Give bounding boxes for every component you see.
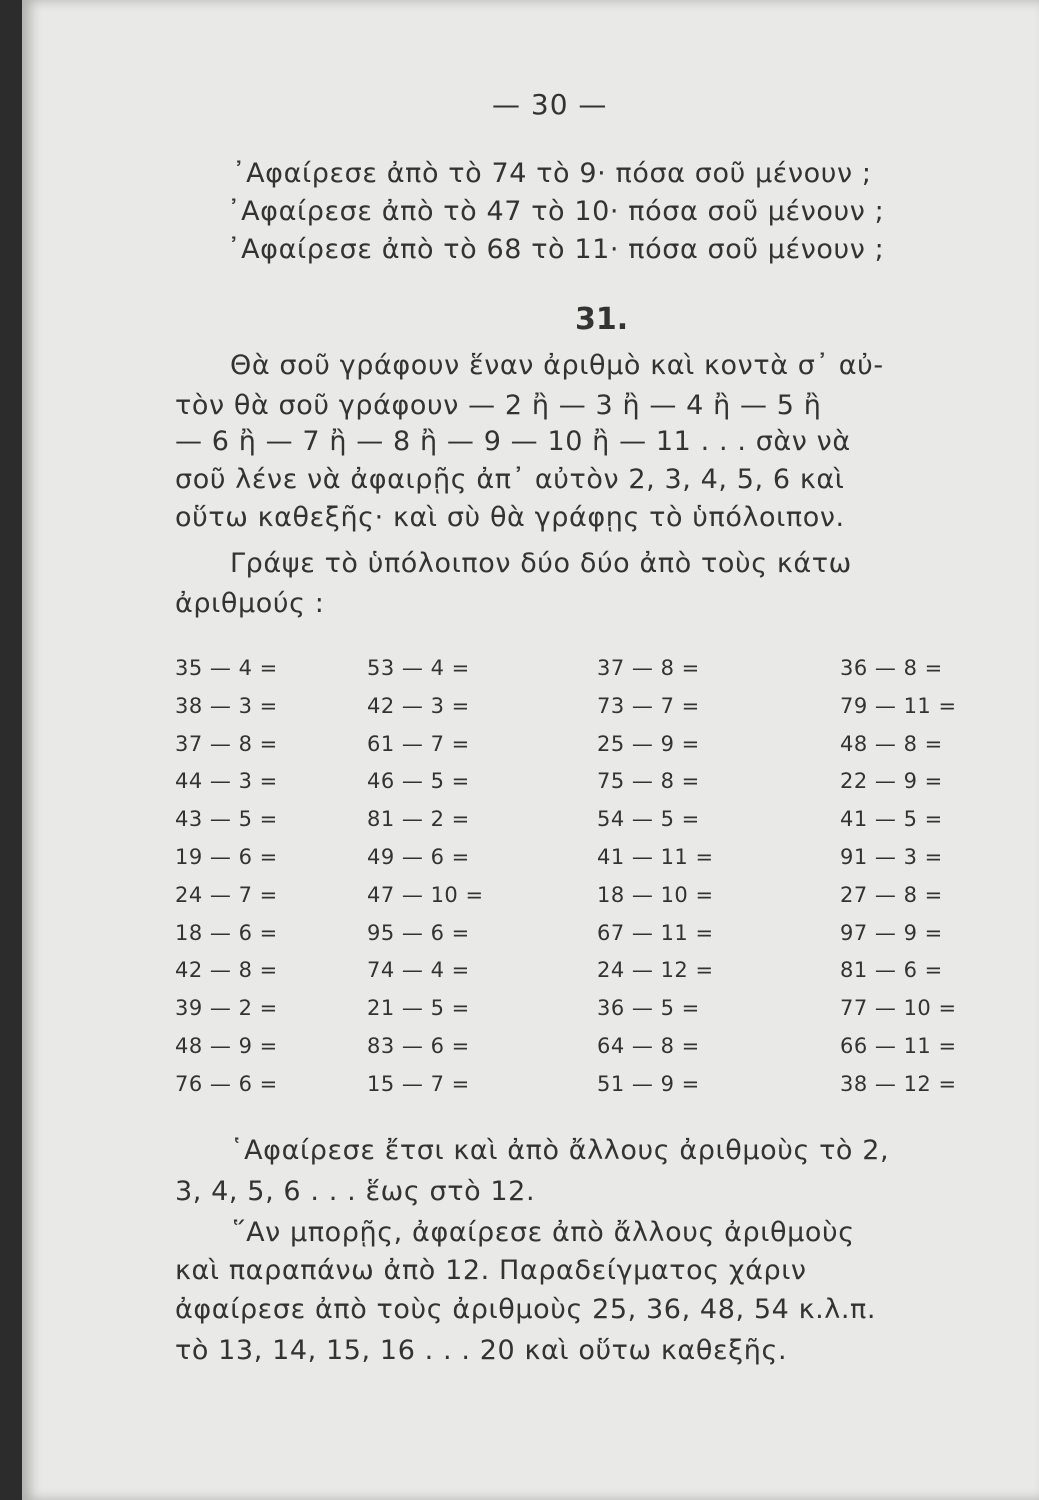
exercise-item: 75 — 8 = xyxy=(597,769,700,794)
exercise-item: 77 — 10 = xyxy=(840,996,957,1021)
closing-line: 3, 4, 5, 6 . . . ἕως στὸ 12. xyxy=(175,1176,536,1207)
exercise-item: 48 — 9 = xyxy=(175,1034,278,1058)
exercise-item: 41 — 5 = xyxy=(840,807,943,832)
section-number: 31. xyxy=(575,302,629,337)
exercise-item: 91 — 3 = xyxy=(840,845,943,869)
closing-line: ῾Αφαίρεσε ἔτσι καὶ ἀπὸ ἄλλους ἀριθμοὺς τὸ 2, xyxy=(230,1135,890,1166)
instruction-line: σοῦ λένε νὰ ἀφαιρῇς ἀπ᾿ αὐτὸν 2, 3, 4, 5, 6 καὶ xyxy=(175,464,845,495)
exercise-item: 49 — 6 = xyxy=(367,845,470,869)
exercise-item: 61 — 7 = xyxy=(367,731,470,756)
exercise-item: 44 — 3 = xyxy=(175,769,278,794)
exercise-item: 21 — 5 = xyxy=(367,996,470,1021)
exercise-item: 38 — 12 = xyxy=(840,1071,957,1096)
book-page xyxy=(22,0,1039,1500)
exercise-item: 76 — 6 = xyxy=(175,1071,278,1096)
exercise-item: 24 — 12 = xyxy=(597,958,714,983)
exercise-item: 39 — 2 = xyxy=(175,996,278,1021)
exercise-item: 37 — 8 = xyxy=(597,656,700,680)
exercise-item: 18 — 10 = xyxy=(597,882,714,907)
exercise-item: 36 — 5 = xyxy=(597,996,700,1021)
closing-line: ῞Αν μπορῇς, ἀφαίρεσε ἀπὸ ἄλλους ἀριθμοὺς xyxy=(232,1217,855,1248)
exercise-item: 81 — 2 = xyxy=(367,807,470,832)
exercise-item: 48 — 8 = xyxy=(840,731,943,756)
exercise-item: 25 — 9 = xyxy=(597,731,700,756)
instruction-line: ἀριθμούς : xyxy=(175,588,325,619)
exercise-item: 46 — 5 = xyxy=(367,769,470,794)
exercise-item: 83 — 6 = xyxy=(367,1034,470,1058)
exercise-item: 73 — 7 = xyxy=(597,693,700,718)
closing-line: καὶ παραπάνω ἀπὸ 12. Παραδείγματος χάριν xyxy=(175,1255,807,1286)
exercise-item: 42 — 3 = xyxy=(367,693,470,718)
exercise-item: 47 — 10 = xyxy=(367,882,484,907)
instruction-line: — 6 ἢ — 7 ἢ — 8 ἢ — 9 — 10 ἢ — 11 . . . σὰν νὰ xyxy=(175,426,851,457)
exercise-item: 24 — 7 = xyxy=(175,882,278,907)
closing-line: ἀφαίρεσε ἀπὸ τοὺς ἀριθμοὺς 25, 36, 48, 54 κ.λ.π. xyxy=(175,1294,877,1325)
exercise-item: 41 — 11 = xyxy=(597,845,714,869)
exercise-item: 67 — 11 = xyxy=(597,920,714,945)
exercise-item: 18 — 6 = xyxy=(175,920,278,945)
exercise-item: 38 — 3 = xyxy=(175,693,278,718)
instruction-line: Θὰ σοῦ γράφουν ἕναν ἀριθμὸ καὶ κοντὰ σ᾿ αὐ- xyxy=(230,350,884,381)
exercise-item: 51 — 9 = xyxy=(597,1071,700,1096)
exercise-item: 22 — 9 = xyxy=(840,769,943,794)
exercise-item: 37 — 8 = xyxy=(175,731,278,756)
exercise-item: 66 — 11 = xyxy=(840,1034,957,1058)
instruction-line: οὕτω καθεξῆς· καὶ σὺ θὰ γράφῃς τὸ ὑπόλοιπον. xyxy=(175,502,845,533)
page-number: — 30 — xyxy=(492,88,608,121)
exercise-item: 81 — 6 = xyxy=(840,958,943,983)
instruction-line: τὸν θὰ σοῦ γράφουν — 2 ἢ — 3 ἢ — 4 ἢ — 5 ἢ xyxy=(175,390,822,421)
exercise-item: 74 — 4 = xyxy=(367,958,470,983)
intro-line: ᾿Αφαίρεσε ἀπὸ τὸ 47 τὸ 10· πόσα σοῦ μένουν ; xyxy=(227,196,885,227)
exercise-item: 64 — 8 = xyxy=(597,1034,700,1058)
intro-line: ᾿Αφαίρεσε ἀπὸ τὸ 68 τὸ 11· πόσα σοῦ μένουν ; xyxy=(227,234,885,265)
exercise-item: 19 — 6 = xyxy=(175,845,278,869)
exercise-item: 95 — 6 = xyxy=(367,920,470,945)
closing-line: τὸ 13, 14, 15, 16 . . . 20 καὶ οὕτω καθεξῆς. xyxy=(175,1335,788,1366)
exercise-item: 54 — 5 = xyxy=(597,807,700,832)
instruction-line: Γράψε τὸ ὑπόλοιπον δύο δύο ἀπὸ τοὺς κάτω xyxy=(230,548,852,579)
exercise-item: 43 — 5 = xyxy=(175,807,278,832)
exercise-item: 42 — 8 = xyxy=(175,958,278,983)
exercise-item: 15 — 7 = xyxy=(367,1071,470,1096)
exercise-item: 53 — 4 = xyxy=(367,656,470,680)
intro-line: ᾿Αφαίρεσε ἀπὸ τὸ 74 τὸ 9· πόσα σοῦ μένουν ; xyxy=(232,158,872,189)
exercise-item: 36 — 8 = xyxy=(840,656,943,680)
exercise-item: 97 — 9 = xyxy=(840,920,943,945)
exercise-item: 27 — 8 = xyxy=(840,882,943,907)
exercise-item: 35 — 4 = xyxy=(175,656,278,680)
exercise-item: 79 — 11 = xyxy=(840,693,957,718)
